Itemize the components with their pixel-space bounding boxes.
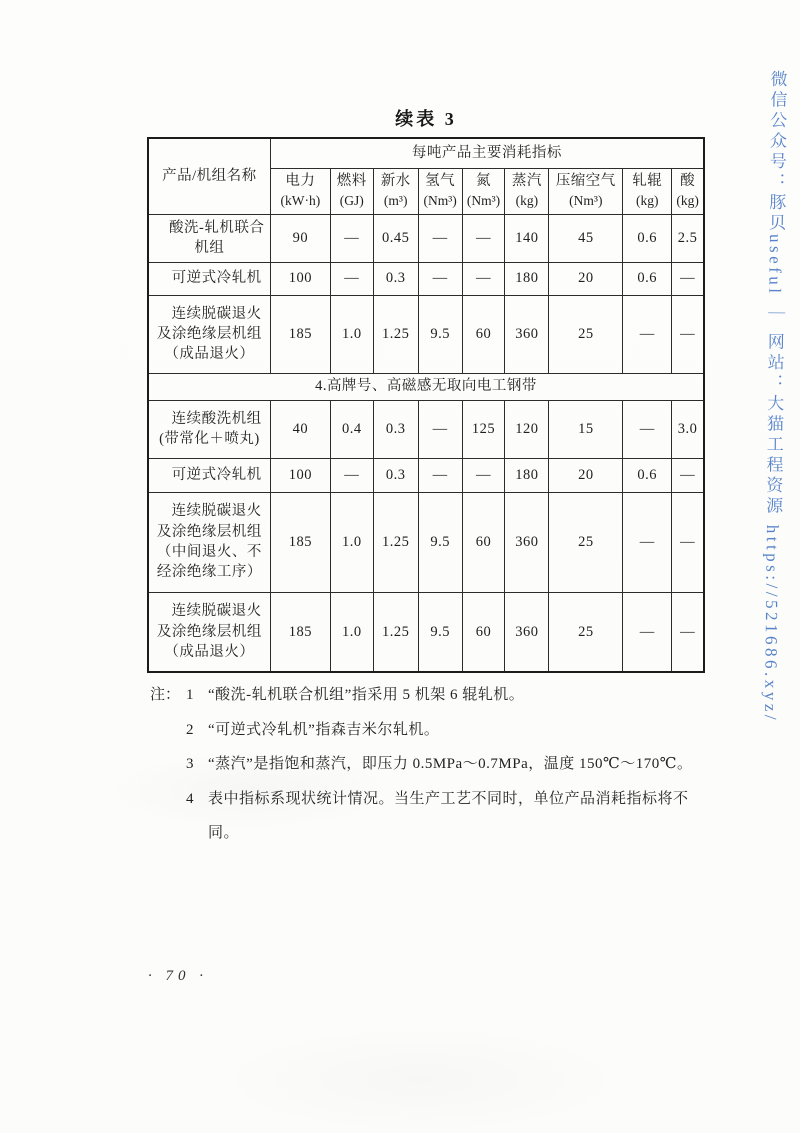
table-cell: 9.5	[418, 592, 462, 672]
table-cell: 20	[549, 458, 623, 492]
corner-header: 产品/机组名称	[148, 138, 270, 214]
table-cell: —	[672, 295, 704, 373]
table-cell: 1.25	[373, 592, 418, 672]
table-cell: 185	[270, 295, 330, 373]
row-label: 连续脱碳退火及涂绝缘层机组（成品退火）	[148, 592, 270, 672]
table-cell: 100	[270, 458, 330, 492]
col-header-hydrogen: 氢气 (Nm³)	[418, 168, 462, 214]
table-cell: 125	[462, 400, 505, 458]
table-cell: —	[418, 400, 462, 458]
table-cell: 15	[549, 400, 623, 458]
footnote-number: 1	[186, 687, 194, 703]
table-cell: —	[418, 458, 462, 492]
watermark-text: 微信公众号：豚贝useful ｜ 网站：大猫工程资源 https://521686.xyz/	[760, 69, 787, 724]
footnote-text: “蒸汽”是指饱和蒸汽，即压力 0.5MPa～0.7MPa，温度 150℃～170℃。	[208, 756, 693, 772]
footnote-item	[150, 713, 698, 748]
table-cell: 0.6	[623, 262, 672, 295]
footnote-number: 4	[186, 790, 194, 807]
table-cell: 0.6	[623, 458, 672, 492]
table-cell: —	[462, 214, 505, 262]
footnote-item	[150, 747, 698, 782]
table-cell: 180	[505, 458, 549, 492]
table-cell: 25	[549, 492, 623, 592]
table-cell: 120	[505, 400, 549, 458]
table-title: 续表 3	[395, 109, 457, 129]
table-cell: 60	[462, 295, 505, 373]
row-label: 连续酸洗机组(带常化＋喷丸)	[148, 400, 270, 458]
section-header: 4.高牌号、高磁感无取向电工钢带	[148, 373, 704, 400]
table-cell: 0.3	[373, 262, 418, 295]
table-cell: 2.5	[672, 214, 704, 262]
footnote-number: 3	[186, 756, 194, 772]
table-cell: 25	[549, 592, 623, 672]
table-cell: 140	[505, 214, 549, 262]
col-header-fresh-water: 新水 (m³)	[373, 168, 418, 214]
table-cell: 1.0	[330, 592, 373, 672]
table-cell: 0.4	[330, 400, 373, 458]
footnote-number: 2	[186, 721, 194, 738]
table-cell: 360	[505, 295, 549, 373]
row-label: 连续脱碳退火及涂绝缘层机组（中间退火、不经涂绝缘工序）	[148, 492, 270, 592]
col-header-steam: 蒸汽 (kg)	[505, 168, 549, 214]
col-header-roll: 轧辊 (kg)	[623, 168, 672, 214]
table-cell: —	[330, 458, 373, 492]
table-cell: —	[672, 592, 704, 672]
table-cell: —	[462, 262, 505, 295]
table-cell: 0.6	[623, 214, 672, 262]
table-row	[148, 492, 704, 592]
row-label: 连续脱碳退火及涂绝缘层机组（成品退火）	[148, 295, 270, 373]
table-cell: 100	[270, 262, 330, 295]
notes-label: 注：	[150, 687, 181, 703]
col-header-fuel: 燃料 (GJ)	[330, 168, 373, 214]
table-cell: 360	[505, 592, 549, 672]
table-cell: 1.25	[373, 492, 418, 592]
col-header-electricity: 电力 (kW·h)	[270, 168, 330, 214]
table-cell: 0.3	[373, 458, 418, 492]
col-header-nitrogen: 氮 (Nm³)	[462, 168, 505, 214]
table-cell: 185	[270, 492, 330, 592]
table-row	[148, 592, 704, 672]
section-header-row	[148, 373, 704, 400]
table-cell: —	[672, 492, 704, 592]
row-label: 酸洗-轧机联合机组	[148, 214, 270, 262]
table-cell: 9.5	[418, 492, 462, 592]
table-cell: 1.0	[330, 295, 373, 373]
table-cell: 180	[505, 262, 549, 295]
table-cell: —	[623, 492, 672, 592]
table-cell: —	[330, 214, 373, 262]
table-cell: —	[623, 400, 672, 458]
col-header-acid: 酸 (kg)	[672, 168, 704, 214]
table-cell: 1.25	[373, 295, 418, 373]
footnote-text: “可逆式冷轧机”指森吉米尔轧机。	[208, 721, 440, 738]
table-cell: 185	[270, 592, 330, 672]
table-cell: —	[418, 262, 462, 295]
col-header-compressed-air: 压缩空气 (Nm³)	[549, 168, 623, 214]
table-cell: 25	[549, 295, 623, 373]
row-label: 可逆式冷轧机	[148, 262, 270, 295]
table-cell: 40	[270, 400, 330, 458]
row-label: 可逆式冷轧机	[148, 458, 270, 492]
consumption-indicator-table	[147, 137, 705, 673]
table-row	[148, 400, 704, 458]
table-cell: —	[672, 458, 704, 492]
footnote-text: “酸洗-轧机联合机组”指采用 5 机架 6 辊轧机。	[208, 687, 525, 703]
table-cell: 60	[462, 592, 505, 672]
table-row	[148, 295, 704, 373]
page-number: · 70 ·	[148, 968, 208, 984]
table-cell: 0.45	[373, 214, 418, 262]
table-row	[148, 262, 704, 295]
table-cell: 90	[270, 214, 330, 262]
footnotes	[150, 678, 698, 851]
footnote-text: 表中指标系现状统计情况。当生产工艺不同时，单位产品消耗指标将不同。	[208, 790, 689, 841]
table-cell: 3.0	[672, 400, 704, 458]
group-header: 每吨产品主要消耗指标	[270, 138, 704, 168]
table-cell: 60	[462, 492, 505, 592]
table-row	[148, 214, 704, 262]
table-cell: —	[462, 458, 505, 492]
table-cell: —	[623, 295, 672, 373]
footnote-item	[150, 678, 698, 713]
table-row	[148, 458, 704, 492]
table-cell: —	[418, 214, 462, 262]
table-cell: 9.5	[418, 295, 462, 373]
table-cell: 360	[505, 492, 549, 592]
table-cell: —	[672, 262, 704, 295]
table-cell: —	[623, 592, 672, 672]
table-cell: 45	[549, 214, 623, 262]
footnote-item	[150, 782, 698, 851]
table-cell: 20	[549, 262, 623, 295]
table-cell: 0.3	[373, 400, 418, 458]
table-cell: —	[330, 262, 373, 295]
table-cell: 1.0	[330, 492, 373, 592]
